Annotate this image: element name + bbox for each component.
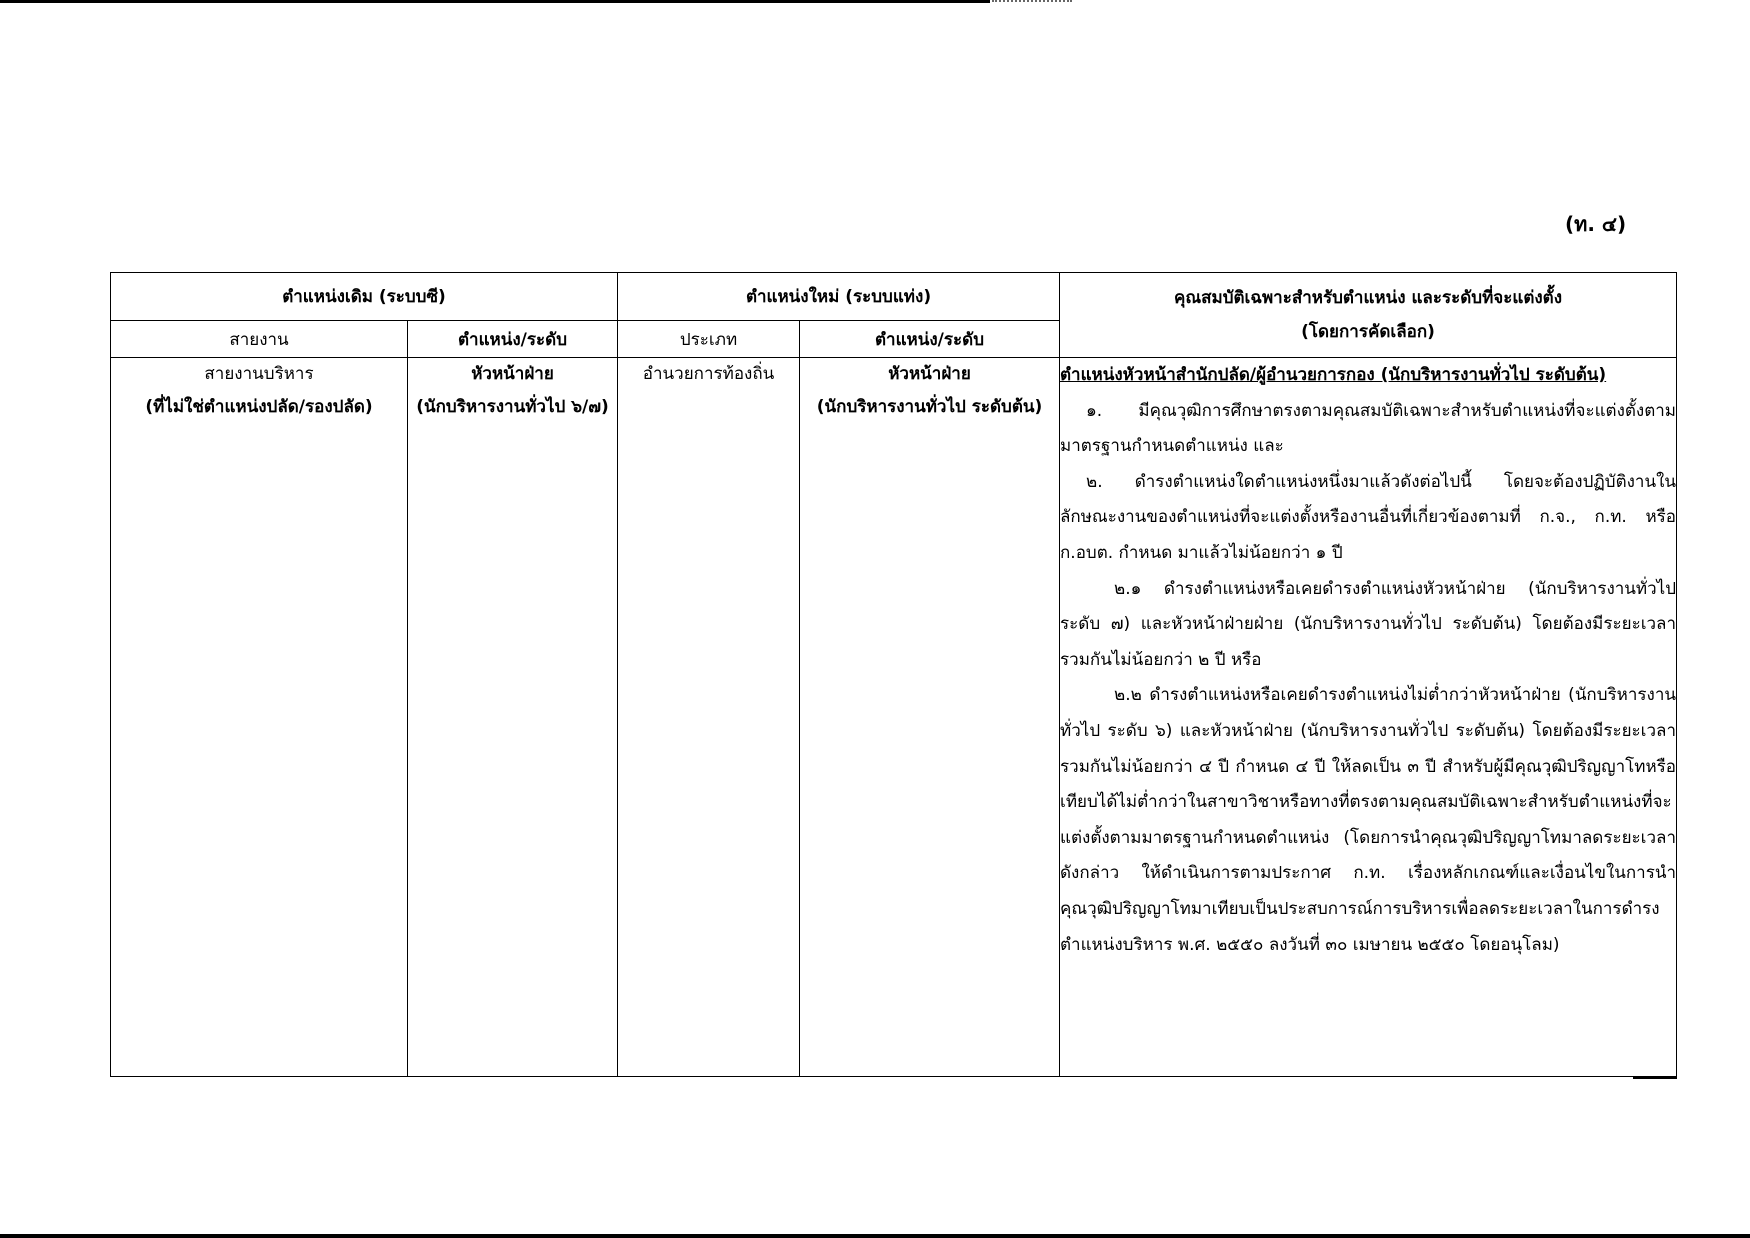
line-of-work-name: สายงานบริหาร xyxy=(204,364,314,384)
type-value: อำนวยการท้องถิ่น xyxy=(642,364,775,384)
old-position-level: (นักบริหารงานทั่วไป ๖/๗) xyxy=(416,397,609,417)
qualification-item-2-1: ๒.๑ ดำรงตำแหน่งหรือเคยดำรงตำแหน่งหัวหน้าฝ่าย (นักบริหารงานทั่วไป ระดับ ๗) และหัวหน้าฝ่ายฝ่าย (นักบริหารงานทั่วไป ระดับต้น) โดยต้องมีระยะเวลารวมกันไม่น้อยกว่า ๒ ปี หรือ xyxy=(1060,578,1677,670)
cell-old-position-level xyxy=(408,358,618,1077)
table-row xyxy=(111,358,1677,1077)
cell-new-position-level xyxy=(800,358,1060,1077)
header-new-position-level: ตำแหน่ง/ระดับ xyxy=(800,321,1060,358)
header-type: ประเภท xyxy=(618,321,800,358)
cell-type xyxy=(618,358,800,1077)
header-old-position-level: ตำแหน่ง/ระดับ xyxy=(408,321,618,358)
header-old-position: ตำแหน่งเดิม (ระบบซี) xyxy=(111,273,618,321)
position-table xyxy=(110,272,1677,1077)
old-position-name: หัวหน้าฝ่าย xyxy=(471,364,554,384)
cell-qualification xyxy=(1060,358,1677,1077)
header-qualification-line-2: (โดยการคัดเลือก) xyxy=(1301,322,1435,342)
qualification-item-1: ๑. มีคุณวุฒิการศึกษาตรงตามคุณสมบัติเฉพาะสำหรับตำแหน่งที่จะแต่งตั้งตามมาตรฐานกำหนดตำแหน่ง และ xyxy=(1060,400,1677,457)
header-qualification-line-1: คุณสมบัติเฉพาะสำหรับตำแหน่ง และระดับที่จะแต่งตั้ง xyxy=(1174,288,1563,308)
header-new-position: ตำแหน่งใหม่ (ระบบแท่ง) xyxy=(618,273,1060,321)
qualification-item-2-2: ๒.๒ ดำรงตำแหน่งหรือเคยดำรงตำแหน่งไม่ต่ำกว่าหัวหน้าฝ่าย (นักบริหารงานทั่วไป ระดับ ๖) และหัวหน้าฝ่าย (นักบริหารงานทั่วไป ระดับต้น) โดยต้องมีระยะเวลารวมกันไม่น้อยกว่า ๔ ปี กำหนด ๔ ปี ให้ลดเป็น ๓ ปี สำหรับผู้มีคุณวุฒิปริญญาโทหรือเทียบได้ไม่ต่ำกว่าในสาขาวิชาหรือทางที่ตรงตามคุณสมบัติเฉพาะสำหรับตำแหน่งที่จะแต่งตั้งตามมาตรฐานกำหนดตำแหน่ง (โดยการนำคุณวุฒิปริญญาโทมาลดระยะเวลาดังกล่าว ให้ดำเนินการตามประกาศ ก.ท. เรื่องหลักเกณฑ์และเงื่อนไขในการนำคุณวุฒิปริญญาโทมาเทียบเป็นประสบการณ์การบริหารเพื่อลดระยะเวลาในการดำรงตำแหน่งบริหาร พ.ศ. ๒๕๕๐ ลงวันที่ ๓๐ เมษายน ๒๕๕๐ โดยอนุโลม) xyxy=(1060,685,1677,955)
page-code: (ท. ๔) xyxy=(1565,212,1627,236)
cell-line-of-work xyxy=(111,358,408,1077)
bottom-scan-rule xyxy=(0,1234,1750,1238)
top-scan-rule xyxy=(0,0,990,3)
new-position-name: หัวหน้าฝ่าย xyxy=(888,364,971,384)
line-of-work-note: (ที่ไม่ใช่ตำแหน่งปลัด/รองปลัด) xyxy=(145,397,373,417)
header-line-of-work: สายงาน xyxy=(111,321,408,358)
qualification-item-2: ๒. ดำรงตำแหน่งใดตำแหน่งหนึ่งมาแล้วดังต่อไปนี้ โดยจะต้องปฏิบัติงานในลักษณะงานของตำแหน่งที่จะแต่งตั้งหรืองานอื่นที่เกี่ยวข้องตามที่ ก.จ., ก.ท. หรือ ก.อบต. กำหนด มาแล้วไม่น้อยกว่า ๑ ปี xyxy=(1060,471,1677,563)
new-position-level: (นักบริหารงานทั่วไป ระดับต้น) xyxy=(816,397,1043,417)
header-qualification xyxy=(1060,273,1677,358)
group-header-row xyxy=(111,273,1677,321)
top-scan-dots xyxy=(992,0,1072,4)
qualification-title: ตำแหน่งหัวหน้าสำนักปลัด/ผู้อำนวยการกอง (นักบริหารงานทั่วไป ระดับต้น) xyxy=(1060,365,1607,385)
table-corner-stub xyxy=(1633,1077,1677,1079)
